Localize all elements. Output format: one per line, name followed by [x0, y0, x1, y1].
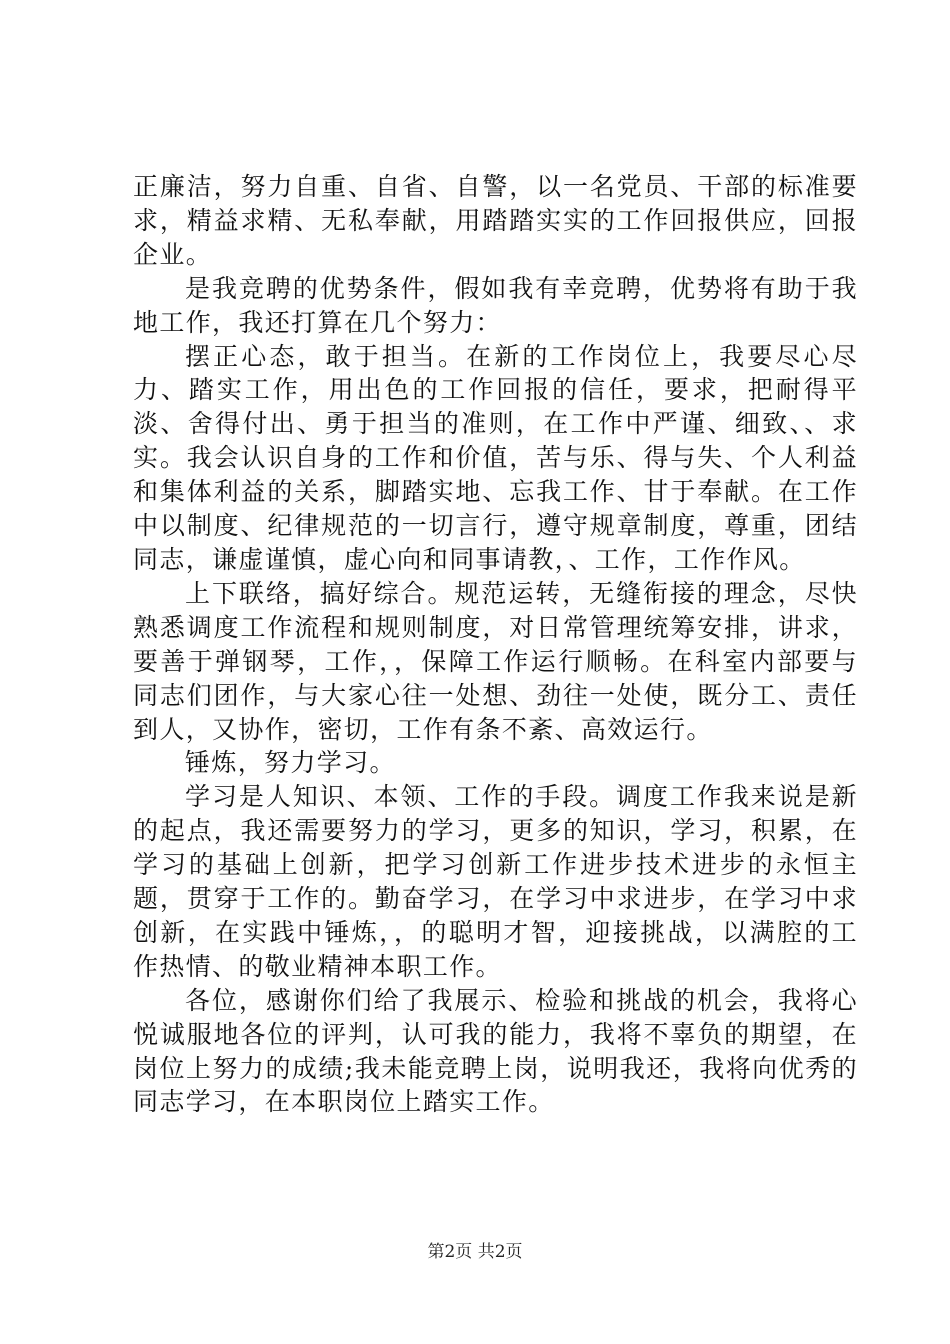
document-body: [133, 170, 858, 1119]
paragraph-6: 学习是人知识、本领、工作的手段。调度工作我来说是新的起点，我还需要努力的学习，更多的知识，学习，积累，在学习的基础上创新，把学习创新工作进步技术进步的永恒主题，贯穿于工作的。勤奋学习，在学习中求进步，在学习中求创新，在实践中锤炼，，的聪明才智，迎接挑战，以满腔的工作热情、的敬业精神本职工作。: [133, 782, 858, 981]
page-footer: 第2页 共2页: [427, 1242, 523, 1262]
paragraph-1: 正廉洁，努力自重、自省、自警，以一名党员、干部的标准要求，精益求精、无私奉献，用踏踏实实的工作回报供应，回报企业。: [133, 172, 858, 269]
paragraph-7: 各位，感谢你们给了我展示、检验和挑战的机会，我将心悦诚服地各位的评判，认可我的能力，我将不辜负的期望，在岗位上努力的成绩;我未能竞聘上岗，说明我还，我将向优秀的同志学习，在本职岗位上踏实工作。: [133, 985, 858, 1117]
paragraph-4: 上下联络，搞好综合。规范运转，无缝衔接的理念，尽快熟悉调度工作流程和规则制度，对日常管理统筹安排，讲求，要善于弹钢琴，工作，，保障工作运行顺畅。在科室内部要与同志们团作，与大家心往一处想、劲往一处使，既分工、责任到人，又协作，密切，工作有条不紊、高效运行。: [133, 578, 858, 744]
paragraph-2: 是我竞聘的优势条件，假如我有幸竞聘，优势将有助于我地工作，我还打算在几个努力：: [133, 273, 858, 337]
paragraph-5: 锤炼，努力学习。: [185, 748, 396, 778]
paragraph-3: 摆正心态，敢于担当。在新的工作岗位上，我要尽心尽力、踏实工作，用出色的工作回报的信任，要求，把耐得平淡、舍得付出、勇于担当的准则，在工作中严谨、细致、、求实。我会认识自身的工作和价值，苦与乐、得与失、个人利益和集体利益的关系，脚踏实地、忘我工作、甘于奉献。在工作中以制度、纪律规范的一切言行，遵守规章制度，尊重，团结同志，谦虚谨慎，虚心向和同事请教，、工作，工作作风。: [133, 341, 858, 574]
